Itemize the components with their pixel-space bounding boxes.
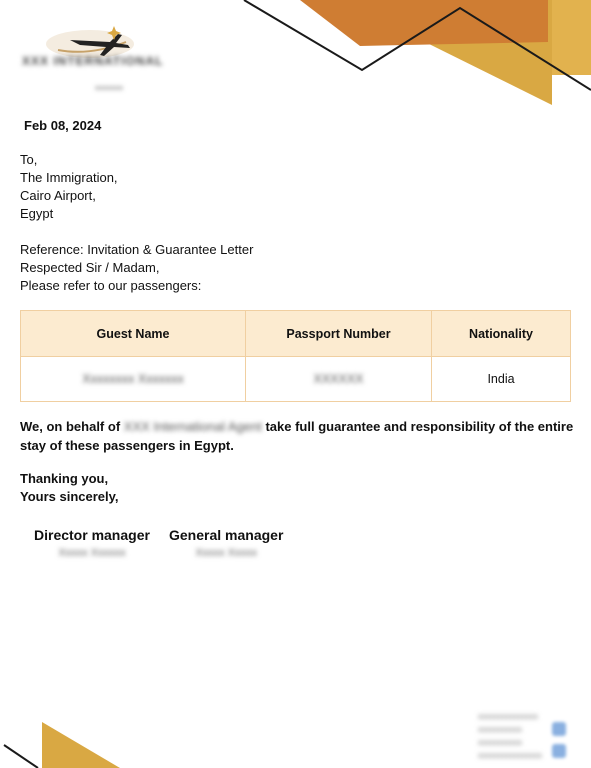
gold-triangle-bottom [42,722,120,768]
intro-line: Please refer to our passengers: [20,278,202,293]
recipient-line: To, [20,152,38,167]
signature-name-redacted: Xxxxx Xxxxxx [58,547,126,559]
reference-line: Reference: Invitation & Guarantee Letter [20,242,254,257]
closing-line: Yours sincerely, [20,489,119,504]
statement-prefix: We, on behalf of [20,419,121,434]
contact-line: xxxxxxxxxxxxxxx [478,712,538,721]
header-nationality: Nationality [432,311,571,357]
header-guest-name: Guest Name [21,311,246,357]
signature-title: General manager [169,527,284,543]
signature-title: Director manager [34,527,150,543]
salutation: Respected Sir / Madam, [20,260,160,275]
black-line-bottom [4,745,38,768]
phone-icon [552,722,566,736]
company-name: XXX INTERNATIONAL [22,54,164,68]
recipient-line: The Immigration, [20,170,118,185]
header-passport-number: Passport Number [246,311,432,357]
footer-contact [478,712,548,764]
guest-name-redacted: Xxxxxxxx Xxxxxxx [82,372,184,386]
signature-name-redacted: Xxxxx Xxxxx [195,547,258,559]
recipient-line: Egypt [20,206,54,221]
contact-line: xxxxxxxxxxx [478,725,522,734]
closing-line: Thanking you, [20,471,109,486]
recipient-line: Cairo Airport, [20,188,96,203]
statement-suffix: take full guarantee and responsibility of the entire stay of these passengers in Egypt. [20,419,574,453]
email-icon [552,744,566,758]
contact-line: xxxxxxxxxxx [478,738,522,747]
company-tagline: xxxxxxxx [95,85,123,92]
letter-date: Feb 08, 2024 [24,118,102,133]
passport-number-redacted: XXXXXX [313,372,364,386]
nationality-cell: India [432,357,571,402]
contact-line: xxxxxxxxxxxxxxxx [478,751,542,760]
agency-name-redacted: XXX International Agent [123,419,262,434]
